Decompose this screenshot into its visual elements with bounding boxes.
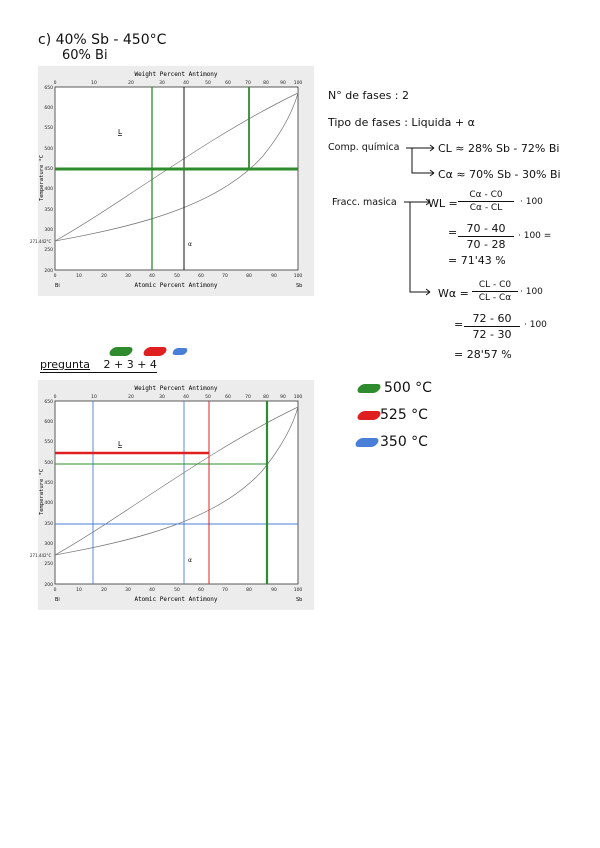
wl-numerator: Cα - C0 xyxy=(469,190,503,200)
ca-composition: Cα ≈ 70% Sb - 30% Bi xyxy=(438,168,561,181)
wl-step-denominator: 70 - 28 xyxy=(466,238,506,251)
problem-line1: c) 40% Sb - 450°C xyxy=(38,32,167,48)
top-axis-label: Weight Percent Antimony xyxy=(134,385,218,392)
wa-mult: · 100 xyxy=(520,287,543,297)
cl-composition: CL ≈ 28% Sb - 72% Bi xyxy=(438,142,560,155)
pregunta-swatch-red xyxy=(142,347,168,356)
bottom-tick: 40 xyxy=(149,274,155,279)
alpha-region-label: α xyxy=(188,241,192,248)
comp-quimica: Comp. química xyxy=(328,142,400,153)
top-tick: 10 xyxy=(91,395,97,400)
y-tick: 400 xyxy=(44,501,53,506)
bottom-tick: 0 xyxy=(53,588,57,593)
n-fases: N° de fases : 2 xyxy=(328,89,410,102)
bottom-tick: 90 xyxy=(271,588,277,593)
y-tick: 450 xyxy=(44,481,53,486)
wa-step-bar xyxy=(464,326,520,327)
left-element-label: Bi xyxy=(55,597,60,603)
top-tick: 60 xyxy=(225,395,231,400)
y-tick: 200 xyxy=(44,269,53,274)
plot-frame xyxy=(55,87,298,270)
legend-label-500: 500 °C xyxy=(384,380,432,396)
pregunta-items: 2 + 3 + 4 xyxy=(103,358,157,371)
top-tick: 30 xyxy=(159,395,165,400)
problem-header xyxy=(38,32,166,63)
bottom-tick: 30 xyxy=(125,274,131,279)
bottom-tick: 80 xyxy=(246,274,252,279)
bottom-tick: 70 xyxy=(222,588,228,593)
bottom-axis-label: Atomic Percent Antimony xyxy=(134,282,218,289)
phase-diagram-2 xyxy=(30,380,314,610)
pregunta-swatch-green xyxy=(108,347,134,356)
bi-melting-label: 271.442°C xyxy=(30,553,52,558)
y-tick: 450 xyxy=(44,167,53,172)
wa-label: Wα = xyxy=(438,287,469,300)
alpha-region-label: α xyxy=(188,557,192,564)
legend-label-350: 350 °C xyxy=(380,434,428,450)
wl-step-numerator: 70 - 40 xyxy=(466,222,506,235)
legend-swatch-green xyxy=(356,384,382,393)
bottom-tick: 60 xyxy=(198,274,204,279)
wa-step-fraction xyxy=(464,312,520,341)
y-tick: 600 xyxy=(44,420,53,425)
top-tick: 40 xyxy=(183,81,189,86)
bottom-tick: 100 xyxy=(293,274,303,279)
right-element-label: Sb xyxy=(296,283,303,289)
top-tick: 70 xyxy=(245,395,251,400)
bottom-tick: 90 xyxy=(271,274,277,279)
top-tick: 90 xyxy=(280,81,286,86)
top-tick: 60 xyxy=(225,81,231,86)
wa-denominator: CL - Cα xyxy=(478,293,512,303)
top-tick: 100 xyxy=(293,81,303,86)
plot-frame xyxy=(55,401,298,584)
wl-fraction-bar xyxy=(458,201,514,202)
fracc-masica: Fracc. masica xyxy=(332,197,397,208)
y-tick: 650 xyxy=(44,400,53,405)
top-axis-label: Weight Percent Antimony xyxy=(134,71,218,78)
bi-melting-label: 271.442°C xyxy=(30,239,52,244)
y-tick: 500 xyxy=(44,147,53,152)
y-tick: 650 xyxy=(44,86,53,91)
top-tick: 10 xyxy=(91,81,97,86)
top-tick: 70 xyxy=(245,81,251,86)
y-tick: 300 xyxy=(44,542,53,547)
y-axis-label: Temperature °C xyxy=(39,468,45,516)
wa-fraction xyxy=(472,280,518,303)
y-tick: 350 xyxy=(44,208,53,213)
pregunta-swatch-blue xyxy=(171,348,188,355)
y-tick: 350 xyxy=(44,522,53,527)
bottom-tick: 50 xyxy=(174,588,180,593)
top-tick: 90 xyxy=(280,395,286,400)
wa-step-numerator: 72 - 60 xyxy=(472,312,512,325)
y-tick: 600 xyxy=(44,106,53,111)
wa-step-eq: = xyxy=(454,318,464,331)
y-tick: 250 xyxy=(44,248,53,253)
wl-result: = 71'43 % xyxy=(448,254,506,267)
wl-fraction xyxy=(458,190,514,213)
top-tick: 20 xyxy=(128,81,134,86)
top-tick: 0 xyxy=(53,395,57,400)
phase-diagram-1 xyxy=(30,66,314,296)
y-tick: 550 xyxy=(44,126,53,131)
bottom-tick: 50 xyxy=(174,274,180,279)
top-tick: 80 xyxy=(263,81,269,86)
y-axis-label: Temperature °C xyxy=(39,154,45,202)
wa-step-denominator: 72 - 30 xyxy=(472,328,512,341)
y-tick: 250 xyxy=(44,562,53,567)
wa-step-mult: · 100 xyxy=(524,320,547,330)
y-tick: 550 xyxy=(44,440,53,445)
wl-step-bar xyxy=(458,236,514,237)
tipo-fases: Tipo de fases : Liquida + α xyxy=(328,116,475,129)
left-element-label: Bi xyxy=(55,283,60,289)
wl-label: WL = xyxy=(428,197,458,210)
wl-step-eq: = xyxy=(448,226,458,239)
wl-step-mult: · 100 = xyxy=(518,231,552,241)
bottom-tick: 40 xyxy=(149,588,155,593)
bottom-tick: 80 xyxy=(246,588,252,593)
comp-bracket-arrows xyxy=(404,140,440,180)
wl-step-fraction xyxy=(458,222,514,251)
liquid-region-label: L xyxy=(118,440,122,448)
wl-mult: · 100 xyxy=(520,197,543,207)
bottom-tick: 20 xyxy=(101,274,107,279)
legend-swatch-blue xyxy=(354,438,380,447)
bottom-tick: 10 xyxy=(76,274,82,279)
wa-numerator: CL - C0 xyxy=(478,280,512,290)
top-tick: 100 xyxy=(293,395,303,400)
y-tick: 400 xyxy=(44,187,53,192)
right-element-label: Sb xyxy=(296,597,303,603)
bottom-tick: 100 xyxy=(293,588,303,593)
top-tick: 20 xyxy=(128,395,134,400)
liquid-region-label: L xyxy=(118,128,122,136)
pregunta-heading xyxy=(40,358,157,373)
y-tick: 300 xyxy=(44,228,53,233)
bottom-tick: 70 xyxy=(222,274,228,279)
pregunta-title: pregunta xyxy=(40,358,91,371)
bottom-tick: 0 xyxy=(53,274,57,279)
top-tick: 50 xyxy=(205,81,211,86)
y-tick: 500 xyxy=(44,461,53,466)
wa-result: = 28'57 % xyxy=(454,348,512,361)
wl-denominator: Cα - CL xyxy=(469,203,503,213)
problem-line2: 60% Bi xyxy=(62,48,108,63)
top-tick: 50 xyxy=(205,395,211,400)
top-tick: 80 xyxy=(263,395,269,400)
bottom-tick: 20 xyxy=(101,588,107,593)
y-tick: 200 xyxy=(44,583,53,588)
bottom-axis-label: Atomic Percent Antimony xyxy=(134,596,218,603)
wa-fraction-bar xyxy=(472,291,518,292)
bottom-tick: 60 xyxy=(198,588,204,593)
top-tick: 0 xyxy=(53,81,57,86)
top-tick: 30 xyxy=(159,81,165,86)
legend-swatch-red xyxy=(356,411,382,420)
bottom-tick: 10 xyxy=(76,588,82,593)
legend-label-525: 525 °C xyxy=(380,407,428,423)
top-tick: 40 xyxy=(183,395,189,400)
bottom-tick: 30 xyxy=(125,588,131,593)
